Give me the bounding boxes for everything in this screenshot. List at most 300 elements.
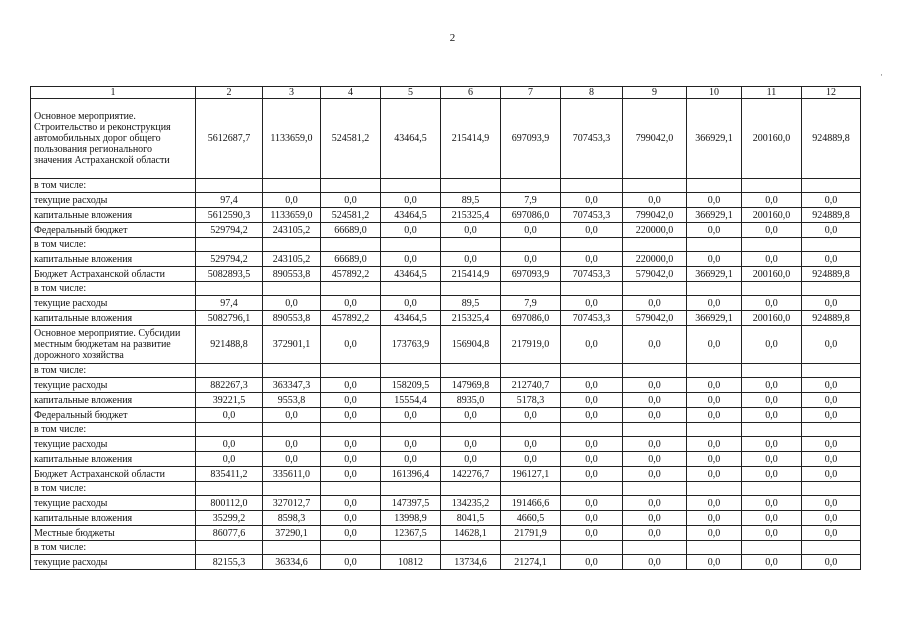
cell-value: 89,5	[441, 296, 501, 311]
cell-value: 0,0	[687, 511, 742, 526]
cell-value: 0,0	[742, 223, 802, 238]
cell-value: 36334,6	[263, 555, 321, 570]
cell-value: 0,0	[802, 408, 861, 423]
cell-value: 200160,0	[742, 208, 802, 223]
cell-value	[561, 238, 623, 252]
cell-value	[802, 423, 861, 437]
cell-value: 5178,3	[501, 393, 561, 408]
cell-value: 924889,8	[802, 208, 861, 223]
column-number-10: 10	[687, 87, 742, 99]
cell-value: 0,0	[561, 223, 623, 238]
cell-value: 366929,1	[687, 267, 742, 282]
cell-value: 0,0	[561, 437, 623, 452]
cell-value: 0,0	[561, 555, 623, 570]
cell-value: 0,0	[196, 408, 263, 423]
table-row	[31, 252, 861, 267]
cell-value: 13998,9	[381, 511, 441, 526]
cell-value	[623, 179, 687, 193]
cell-value: 0,0	[561, 393, 623, 408]
cell-value: 158209,5	[381, 378, 441, 393]
cell-value	[321, 364, 381, 378]
cell-value: 0,0	[321, 393, 381, 408]
cell-value	[802, 482, 861, 496]
cell-value: 924889,8	[802, 267, 861, 282]
cell-value: 0,0	[561, 252, 623, 267]
cell-value: 0,0	[802, 496, 861, 511]
cell-value: 457892,2	[321, 267, 381, 282]
table-row	[31, 452, 861, 467]
cell-value: 0,0	[381, 437, 441, 452]
table-row	[31, 467, 861, 482]
cell-value	[196, 423, 263, 437]
cell-value: 5082893,5	[196, 267, 263, 282]
cell-value: 0,0	[623, 467, 687, 482]
cell-value: 697093,9	[501, 267, 561, 282]
cell-value: 66689,0	[321, 252, 381, 267]
cell-value: 0,0	[687, 296, 742, 311]
cell-value	[263, 423, 321, 437]
cell-value	[321, 541, 381, 555]
table-row	[31, 208, 861, 223]
cell-value: 82155,3	[196, 555, 263, 570]
cell-value: 890553,8	[263, 267, 321, 282]
cell-value: 0,0	[802, 526, 861, 541]
row-label: в том числе:	[31, 364, 196, 378]
row-label: капитальные вложения	[31, 208, 196, 223]
cell-value	[561, 282, 623, 296]
cell-value: 0,0	[561, 296, 623, 311]
row-label: капитальные вложения	[31, 252, 196, 267]
cell-value	[802, 282, 861, 296]
cell-value	[623, 482, 687, 496]
cell-value	[742, 482, 802, 496]
cell-value: 196127,1	[501, 467, 561, 482]
cell-value: 0,0	[561, 526, 623, 541]
cell-value: 0,0	[321, 526, 381, 541]
cell-value: 0,0	[321, 378, 381, 393]
table-row	[31, 267, 861, 282]
cell-value	[501, 364, 561, 378]
cell-value: 0,0	[321, 408, 381, 423]
cell-value: 697086,0	[501, 311, 561, 326]
cell-value: 0,0	[687, 193, 742, 208]
cell-value: 0,0	[441, 223, 501, 238]
cell-value: 0,0	[561, 378, 623, 393]
column-number-5: 5	[381, 87, 441, 99]
cell-value: 0,0	[441, 252, 501, 267]
table-row	[31, 408, 861, 423]
cell-value: 215325,4	[441, 208, 501, 223]
cell-value	[196, 282, 263, 296]
cell-value	[381, 238, 441, 252]
column-number-8: 8	[561, 87, 623, 99]
cell-value: 0,0	[623, 326, 687, 364]
cell-value: 0,0	[501, 408, 561, 423]
cell-value	[196, 482, 263, 496]
cell-value: 0,0	[802, 252, 861, 267]
cell-value: 66689,0	[321, 223, 381, 238]
cell-value: 43464,5	[381, 311, 441, 326]
cell-value: 0,0	[501, 452, 561, 467]
cell-value: 0,0	[263, 193, 321, 208]
cell-value: 0,0	[441, 437, 501, 452]
cell-value: 220000,0	[623, 223, 687, 238]
cell-value: 5612687,7	[196, 99, 263, 179]
cell-value	[321, 179, 381, 193]
cell-value: 43464,5	[381, 208, 441, 223]
cell-value	[742, 423, 802, 437]
cell-value: 0,0	[381, 408, 441, 423]
cell-value: 0,0	[321, 296, 381, 311]
cell-value	[381, 179, 441, 193]
cell-value: 0,0	[802, 393, 861, 408]
cell-value: 0,0	[441, 408, 501, 423]
cell-value: 0,0	[501, 223, 561, 238]
cell-value: 0,0	[742, 378, 802, 393]
cell-value: 217919,0	[501, 326, 561, 364]
cell-value: 8935,0	[441, 393, 501, 408]
cell-value: 327012,7	[263, 496, 321, 511]
cell-value	[501, 238, 561, 252]
cell-value	[802, 541, 861, 555]
cell-value: 0,0	[196, 452, 263, 467]
measure-row	[31, 99, 861, 179]
cell-value: 0,0	[381, 296, 441, 311]
cell-value: 0,0	[687, 452, 742, 467]
row-label: капитальные вложения	[31, 393, 196, 408]
cell-value: 0,0	[802, 378, 861, 393]
cell-value: 0,0	[687, 555, 742, 570]
cell-value: 0,0	[687, 326, 742, 364]
cell-value	[501, 179, 561, 193]
cell-value: 215414,9	[441, 267, 501, 282]
cell-value: 0,0	[321, 437, 381, 452]
cell-value: 524581,2	[321, 99, 381, 179]
cell-value	[623, 541, 687, 555]
cell-value: 220000,0	[623, 252, 687, 267]
cell-value	[742, 179, 802, 193]
cell-value: 0,0	[802, 452, 861, 467]
cell-value: 0,0	[321, 555, 381, 570]
cell-value	[623, 238, 687, 252]
cell-value	[381, 423, 441, 437]
cell-value: 0,0	[561, 193, 623, 208]
cell-value: 212740,7	[501, 378, 561, 393]
cell-value: 0,0	[802, 296, 861, 311]
cell-value: 0,0	[263, 408, 321, 423]
cell-value: 0,0	[623, 511, 687, 526]
cell-value	[501, 423, 561, 437]
row-label: в том числе:	[31, 238, 196, 252]
cell-value: 147969,8	[441, 378, 501, 393]
cell-value	[441, 179, 501, 193]
cell-value: 0,0	[561, 496, 623, 511]
cell-value: 243105,2	[263, 252, 321, 267]
cell-value	[687, 541, 742, 555]
column-number-2: 2	[196, 87, 263, 99]
cell-value	[561, 482, 623, 496]
cell-value: 0,0	[742, 437, 802, 452]
cell-value: 924889,8	[802, 99, 861, 179]
row-label: Федеральный бюджет	[31, 223, 196, 238]
cell-value: 0,0	[742, 496, 802, 511]
cell-value: 363347,3	[263, 378, 321, 393]
cell-value: 0,0	[742, 526, 802, 541]
cell-value: 0,0	[687, 408, 742, 423]
cell-value: 0,0	[623, 378, 687, 393]
cell-value: 0,0	[623, 193, 687, 208]
row-label: капитальные вложения	[31, 511, 196, 526]
cell-value	[263, 282, 321, 296]
cell-value: 142276,7	[441, 467, 501, 482]
cell-value: 0,0	[687, 252, 742, 267]
cell-value: 13734,6	[441, 555, 501, 570]
cell-value	[381, 364, 441, 378]
cell-value: 0,0	[802, 511, 861, 526]
cell-value: 12367,5	[381, 526, 441, 541]
cell-value: 0,0	[263, 452, 321, 467]
scan-speck: ·	[880, 70, 883, 80]
cell-value: 21274,1	[501, 555, 561, 570]
cell-value: 0,0	[381, 452, 441, 467]
cell-value: 0,0	[263, 296, 321, 311]
cell-value: 43464,5	[381, 267, 441, 282]
cell-value: 366929,1	[687, 99, 742, 179]
cell-value: 0,0	[561, 408, 623, 423]
cell-value: 0,0	[687, 437, 742, 452]
cell-value: 8598,3	[263, 511, 321, 526]
cell-value: 5612590,3	[196, 208, 263, 223]
cell-value: 0,0	[687, 393, 742, 408]
cell-value	[263, 238, 321, 252]
cell-value	[742, 238, 802, 252]
cell-value: 215414,9	[441, 99, 501, 179]
cell-value	[802, 364, 861, 378]
cell-value: 529794,2	[196, 223, 263, 238]
row-label: в том числе:	[31, 179, 196, 193]
cell-value: 0,0	[687, 526, 742, 541]
cell-value: 215325,4	[441, 311, 501, 326]
cell-value: 0,0	[802, 223, 861, 238]
row-label: в том числе:	[31, 282, 196, 296]
cell-value	[263, 179, 321, 193]
cell-value: 882267,3	[196, 378, 263, 393]
cell-value: 800112,0	[196, 496, 263, 511]
cell-value: 0,0	[742, 555, 802, 570]
cell-value: 0,0	[263, 437, 321, 452]
row-label: в том числе:	[31, 541, 196, 555]
cell-value	[561, 541, 623, 555]
row-label: текущие расходы	[31, 296, 196, 311]
cell-value: 0,0	[802, 555, 861, 570]
cell-value: 835411,2	[196, 467, 263, 482]
cell-value: 0,0	[381, 223, 441, 238]
measure-row	[31, 326, 861, 364]
cell-value	[321, 482, 381, 496]
cell-value: 5082796,1	[196, 311, 263, 326]
cell-value: 0,0	[321, 467, 381, 482]
row-label: в том числе:	[31, 482, 196, 496]
column-number-3: 3	[263, 87, 321, 99]
column-number-6: 6	[441, 87, 501, 99]
cell-value: 8041,5	[441, 511, 501, 526]
cell-value: 0,0	[742, 408, 802, 423]
cell-value	[687, 364, 742, 378]
row-label: Бюджет Астраханской области	[31, 267, 196, 282]
cell-value: 0,0	[623, 526, 687, 541]
cell-value: 200160,0	[742, 99, 802, 179]
cell-value: 0,0	[623, 452, 687, 467]
table-row	[31, 393, 861, 408]
cell-value	[742, 541, 802, 555]
cell-value: 0,0	[623, 437, 687, 452]
cell-value: 0,0	[742, 326, 802, 364]
column-number-4: 4	[321, 87, 381, 99]
cell-value: 161396,4	[381, 467, 441, 482]
cell-value: 21791,9	[501, 526, 561, 541]
cell-value	[321, 282, 381, 296]
table-row	[31, 296, 861, 311]
cell-value: 799042,0	[623, 208, 687, 223]
cell-value	[381, 541, 441, 555]
cell-value: 0,0	[742, 511, 802, 526]
cell-value	[802, 179, 861, 193]
cell-value: 921488,8	[196, 326, 263, 364]
cell-value: 37290,1	[263, 526, 321, 541]
cell-value: 0,0	[561, 511, 623, 526]
cell-value: 43464,5	[381, 99, 441, 179]
cell-value: 4660,5	[501, 511, 561, 526]
cell-value: 10812	[381, 555, 441, 570]
row-label: Основное мероприятие. Субсидии местным бюджетам на развитие дорожного хозяйства	[31, 326, 196, 364]
cell-value: 0,0	[321, 326, 381, 364]
cell-value	[623, 282, 687, 296]
cell-value: 243105,2	[263, 223, 321, 238]
cell-value	[441, 238, 501, 252]
cell-value	[381, 482, 441, 496]
cell-value: 0,0	[742, 193, 802, 208]
cell-value	[263, 482, 321, 496]
cell-value: 0,0	[321, 193, 381, 208]
cell-value	[687, 179, 742, 193]
cell-value: 524581,2	[321, 208, 381, 223]
subheading-row	[31, 238, 861, 252]
cell-value	[321, 238, 381, 252]
cell-value	[501, 482, 561, 496]
cell-value: 0,0	[321, 511, 381, 526]
row-label: Федеральный бюджет	[31, 408, 196, 423]
row-label: Бюджет Астраханской области	[31, 467, 196, 482]
cell-value: 0,0	[501, 437, 561, 452]
cell-value: 0,0	[802, 193, 861, 208]
cell-value	[561, 423, 623, 437]
cell-value	[381, 282, 441, 296]
cell-value: 0,0	[561, 326, 623, 364]
cell-value	[441, 282, 501, 296]
row-label: капитальные вложения	[31, 452, 196, 467]
column-number-9: 9	[623, 87, 687, 99]
cell-value: 147397,5	[381, 496, 441, 511]
cell-value: 0,0	[742, 467, 802, 482]
cell-value: 0,0	[742, 452, 802, 467]
subheading-row	[31, 364, 861, 378]
cell-value: 707453,3	[561, 267, 623, 282]
row-label: текущие расходы	[31, 378, 196, 393]
cell-value	[263, 541, 321, 555]
budget-table	[30, 86, 861, 570]
subheading-row	[31, 179, 861, 193]
cell-value: 890553,8	[263, 311, 321, 326]
subheading-row	[31, 541, 861, 555]
cell-value	[802, 238, 861, 252]
cell-value: 0,0	[623, 393, 687, 408]
cell-value: 372901,1	[263, 326, 321, 364]
cell-value: 0,0	[623, 296, 687, 311]
cell-value	[687, 482, 742, 496]
cell-value: 366929,1	[687, 311, 742, 326]
cell-value	[196, 541, 263, 555]
cell-value: 697093,9	[501, 99, 561, 179]
cell-value: 173763,9	[381, 326, 441, 364]
page-number: 2	[449, 32, 456, 44]
cell-value	[196, 238, 263, 252]
cell-value	[501, 282, 561, 296]
cell-value: 0,0	[802, 437, 861, 452]
cell-value	[623, 423, 687, 437]
cell-value: 924889,8	[802, 311, 861, 326]
cell-value: 7,9	[501, 193, 561, 208]
cell-value: 191466,6	[501, 496, 561, 511]
table-row	[31, 311, 861, 326]
cell-value: 0,0	[687, 467, 742, 482]
table-row	[31, 526, 861, 541]
cell-value: 0,0	[321, 496, 381, 511]
cell-value: 39221,5	[196, 393, 263, 408]
cell-value: 9553,8	[263, 393, 321, 408]
cell-value: 1133659,0	[263, 99, 321, 179]
cell-value	[196, 179, 263, 193]
cell-value: 7,9	[501, 296, 561, 311]
cell-value: 707453,3	[561, 311, 623, 326]
row-label: капитальные вложения	[31, 311, 196, 326]
cell-value	[561, 179, 623, 193]
cell-value: 707453,3	[561, 208, 623, 223]
cell-value: 799042,0	[623, 99, 687, 179]
cell-value: 86077,6	[196, 526, 263, 541]
cell-value: 0,0	[687, 378, 742, 393]
cell-value: 0,0	[742, 252, 802, 267]
row-label: в том числе:	[31, 423, 196, 437]
cell-value: 0,0	[802, 326, 861, 364]
cell-value	[561, 364, 623, 378]
cell-value: 0,0	[742, 393, 802, 408]
cell-value: 707453,3	[561, 99, 623, 179]
cell-value	[441, 482, 501, 496]
subheading-row	[31, 282, 861, 296]
column-number-11: 11	[742, 87, 802, 99]
cell-value	[441, 364, 501, 378]
cell-value: 0,0	[623, 496, 687, 511]
column-numbers-row	[31, 87, 861, 99]
cell-value: 35299,2	[196, 511, 263, 526]
cell-value	[687, 423, 742, 437]
cell-value: 0,0	[623, 555, 687, 570]
cell-value: 0,0	[381, 193, 441, 208]
cell-value	[441, 541, 501, 555]
cell-value: 156904,8	[441, 326, 501, 364]
table-row	[31, 378, 861, 393]
subheading-row	[31, 482, 861, 496]
